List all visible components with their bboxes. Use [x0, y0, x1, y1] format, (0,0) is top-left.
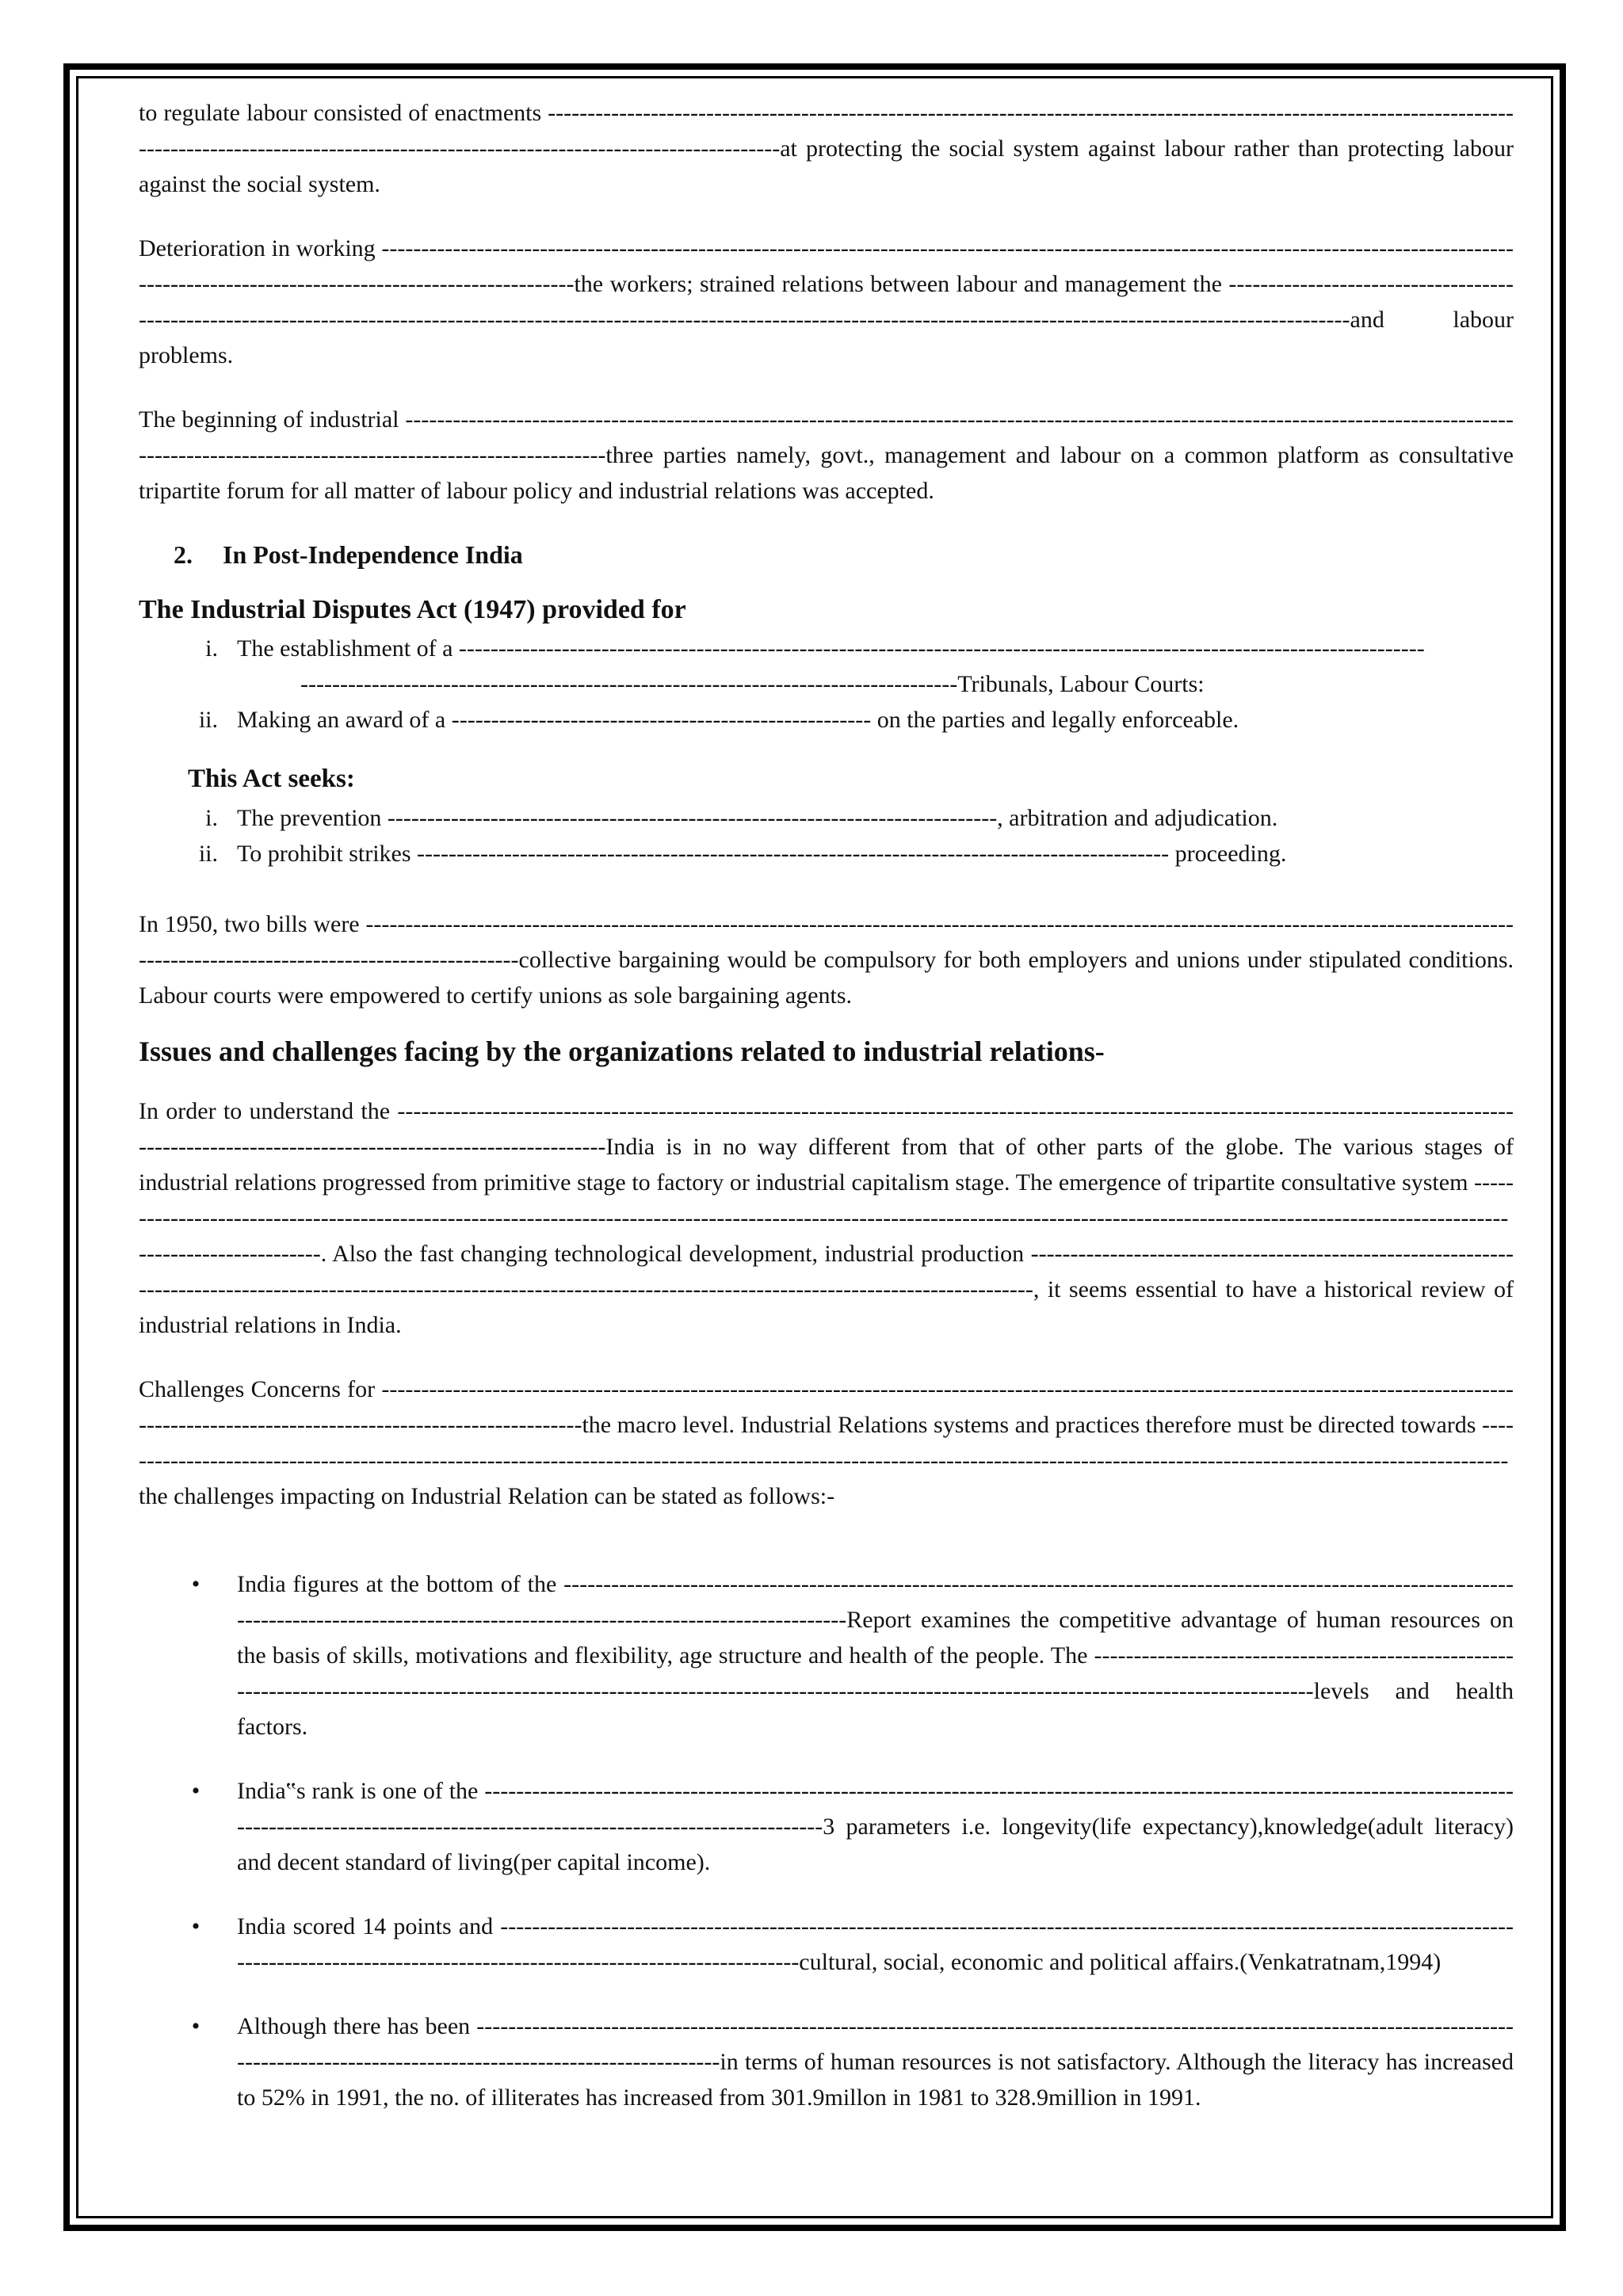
section-number: 2. — [174, 540, 193, 569]
bullet-icon: • — [191, 1571, 200, 1597]
paragraph-labour-enactments: to regulate labour consisted of enactments -----------------------------------------------------------------------------------------------------------------------------------------------------------------------------------------------------------at protecting the social system against labour rather than protecting labour against the social system. — [139, 100, 1514, 197]
paragraph-industrial-beginning: The beginning of industrial -------------------------------------------------------------------------------------------------------------------------------------------------------------------------------------------------------three parties namely, govt., management and labour on a common platform as consultative tripartite forum for all matter of labour policy and industrial relations was accepted. — [139, 406, 1514, 504]
heading-industrial-disputes-act: The Industrial Disputes Act (1947) provided for — [139, 595, 686, 624]
list-item — [139, 702, 1514, 738]
paragraph-1950-bills: In 1950, two bills were -------------------------------------------------------------------------------------------------------------------------------------------------------------------------------------------------collective bargaining would be compulsory for both employers and unions under stipulated conditions. Labour courts were empowered to certify unions as sole bargaining agents. — [139, 911, 1514, 1009]
list-item — [139, 1773, 1514, 1880]
list-text: The prevention -----------------------------------------------------------------------------, arbitration and adjudication. — [237, 805, 1278, 831]
list-text-continuation: -----------------------------------------------------------------------------------Tribunals, Labour Courts: — [300, 671, 1205, 697]
challenges-bullet-list — [139, 1566, 1514, 2115]
list-text: Making an award of a ----------------------------------------------------- on the parties and legally enforceable. — [237, 707, 1239, 733]
bullet-text: Although there has been ------------------------------------------------------------------------------------------------------------------------------------------------------------------------------------------------in terms of human resources is not satisfactory. Although the literacy has increased to 52% in 1991, the no. of illiterates has increased from 301.9millon in 1981 to 328.9million in 1991. — [237, 2013, 1514, 2111]
heading-act-seeks: This Act seeks: — [188, 765, 355, 793]
list-item — [139, 2008, 1514, 2115]
ida-provisions-list — [139, 631, 1514, 738]
section-heading-post-independence — [139, 537, 1514, 573]
document-body — [139, 95, 1514, 2144]
bullet-icon: • — [191, 1778, 200, 1804]
list-item — [139, 631, 1514, 702]
list-number: ii. — [198, 707, 218, 733]
list-number: ii. — [198, 841, 218, 867]
bullet-icon: • — [191, 1913, 200, 1939]
list-number: i. — [205, 805, 218, 831]
list-item — [139, 1909, 1514, 1980]
paragraph-challenges-concerns: Challenges Concerns for -------------------------------------------------------------------------------------------------------------------------------------------------------------------------------------------------------the macro level. Industrial Relations systems and practices therefore must be directed towards ---------------------------------------------------------------------------------------------------------------------------------------------------------------------------------the challenges impacting on Industrial Relation can be stated as follows:- — [139, 1376, 1514, 1509]
bullet-icon: • — [191, 2013, 200, 2039]
bullet-text: India‟s rank is one of the ------------------------------------------------------------------------------------------------------------------------------------------------------------------------------------------------------------3 parameters i.e. longevity(life expectancy),knowledge(adult literacy) and decent standard of living(per capital income). — [237, 1778, 1514, 1875]
list-item — [139, 800, 1514, 836]
list-text: The establishment of a -------------------------------------------------------------------------------------------------------------------------- — [237, 635, 1425, 662]
list-text: To prohibit strikes ----------------------------------------------------------------------------------------------- proceeding. — [237, 841, 1287, 867]
list-number: i. — [205, 635, 218, 662]
heading-issues-challenges: Issues and challenges facing by the organizations related to industrial relations- — [139, 1035, 1105, 1067]
paragraph-deterioration: Deterioration in working ------------------------------------------------------------------------------------------------------------------------------------------------------------------------------------------------------the workers; strained relations between labour and management the ---------------------------------------------------------------------------------------------------------------------------------------------------------------------------------------------and labour problems. — [139, 235, 1514, 368]
bullet-text: India scored 14 points and -------------------------------------------------------------------------------------------------------------------------------------------------------------------------------------------------------cultural, social, economic and political affairs.(Venkatratnam,1994) — [237, 1913, 1514, 1975]
bullet-text: India figures at the bottom of the -----------------------------------------------------------------------------------------------------------------------------------------------------------------------------------------------------Report examines the competitive advantage of human resources on the basis of skills, motivations and flexibility, age structure and health of the people. The ---------------------------------------------------------------------------------------------------------------------------------------------------------------------------------------------levels and health factors. — [237, 1571, 1514, 1740]
list-item — [139, 1566, 1514, 1745]
section-title: In Post-Independence India — [223, 540, 523, 569]
act-aims-list — [139, 800, 1514, 871]
paragraph-understand-ir: In order to understand the --------------------------------------------------------------------------------------------------------------------------------------------------------------------------------------------------------India is in no way different from that of other parts of the globe. The various stages of industrial relations progressed from primitive stage to factory or industrial capitalism stage. The emergence of tripartite consultative system ---------------------------------------------------------------------------------------------------------------------------------------------------------------------------------------------------------. Also the fast changing technological development, industrial production ------------------------------------------------------------------------------------------------------------------------------------------------------------------------------, it seems essential to have a historical review of industrial relations in India. — [139, 1098, 1514, 1338]
list-item — [139, 836, 1514, 871]
